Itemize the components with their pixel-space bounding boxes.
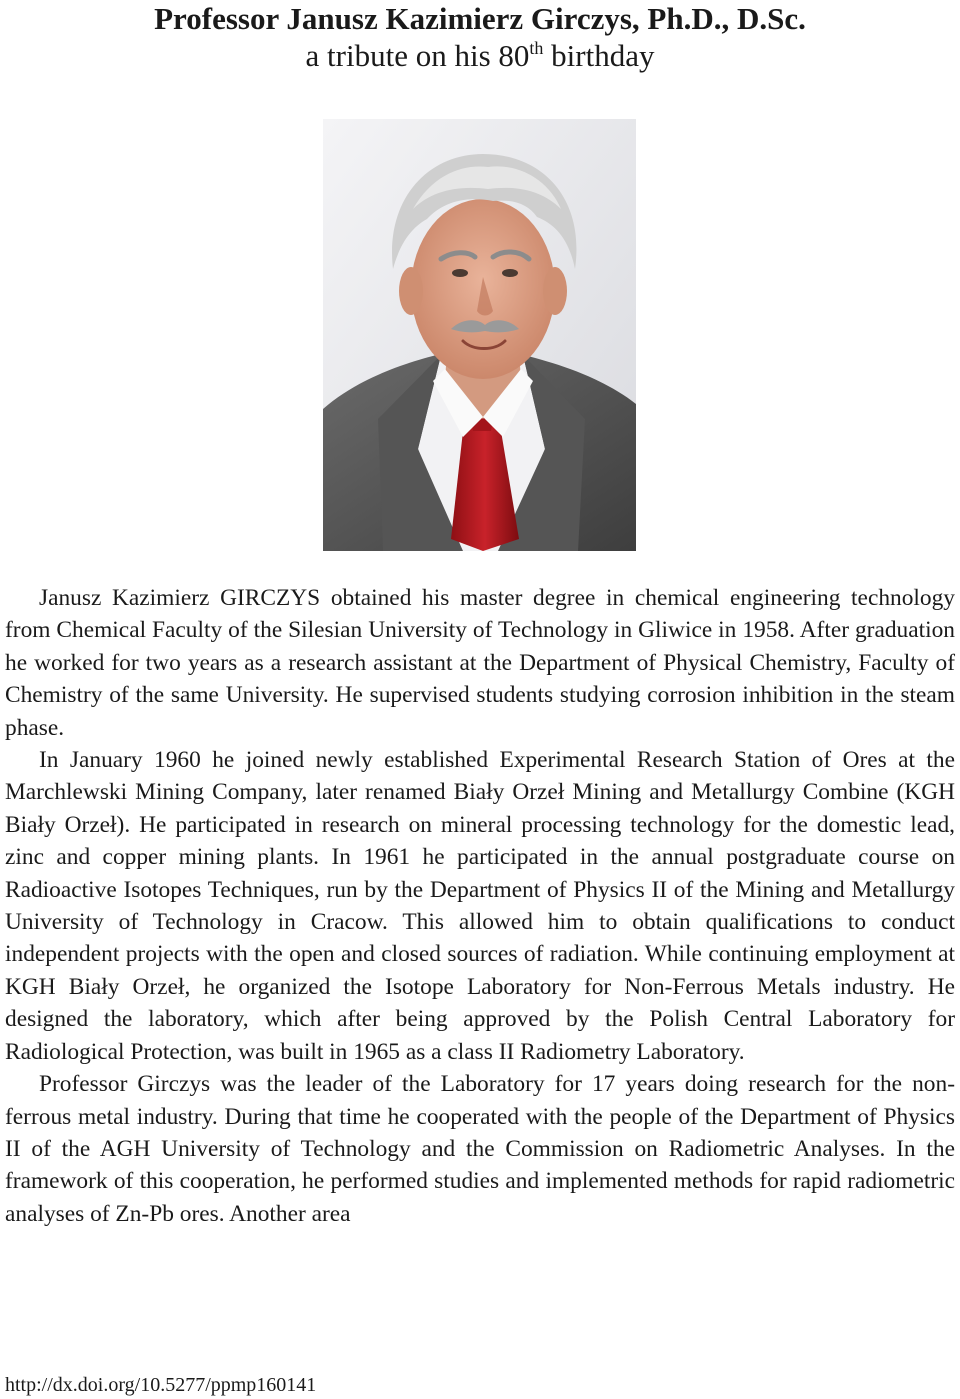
paragraph: Professor Girczys was the leader of the Laboratory for 17 years doing research for the non-ferrous metal industry. During that time he cooperated with the people of the Department of Physics II of the AGH University of Technology and the Commission on Radiometric Analyses. In the framework of this cooperation, he performed studies and implemented methods for rapid radiometric analyses of Zn-Pb ores. Another area [5,1071,955,1227]
subtitle-ordinal-suffix: th [529,38,544,58]
doi-link[interactable]: http://dx.doi.org/10.5277/ppmp160141 [5,1374,317,1396]
paragraph: In January 1960 he joined newly established Experimental Research Station of Ores at the Marchlewski Mining Company, later renamed Biały Orzeł Mining and Metallurgy Combine (KGH Biały Orzeł). He participated in research on mineral processing technology for the domestic lead, zinc and copper mining plants. In 1961 he participated in the annual postgraduate course on Radioactive Isotopes Techniques, run by the Department of Physics II of the Mining and Metallurgy University of Technology in Cracow. This allowed him to obtain qualifications to conduct independent projects with the open and closed sources of radiation. While continuing employment at KGH Biały Orzeł, he organized the Isotope Laboratory for Non-Ferrous Metals industry. He designed the laboratory, which after being approved by the Polish Central Laboratory for Radiological Protection, was built in 1965 as a class II Radiometry Laboratory. [5,747,955,1065]
document-subtitle [0,38,960,78]
document-title: Professor Janusz Kazimierz Girczys, Ph.D., D.Sc. [154,1,806,36]
portrait-photo [323,119,636,551]
article-body [5,582,955,1230]
subtitle-prefix: a tribute on his 80 [305,38,530,73]
subtitle-suffix: birthday [543,38,655,73]
paragraph: Janusz Kazimierz GIRCZYS obtained his master degree in chemical engineering technology from Chemical Faculty of the Silesian University of Technology in Gliwice in 1958. After graduation he worked for two years as a research assistant at the Department of Physical Chemistry, Faculty of Chemistry of the same University. He supervised students studying corrosion inhibition in the steam phase. [5,585,955,741]
